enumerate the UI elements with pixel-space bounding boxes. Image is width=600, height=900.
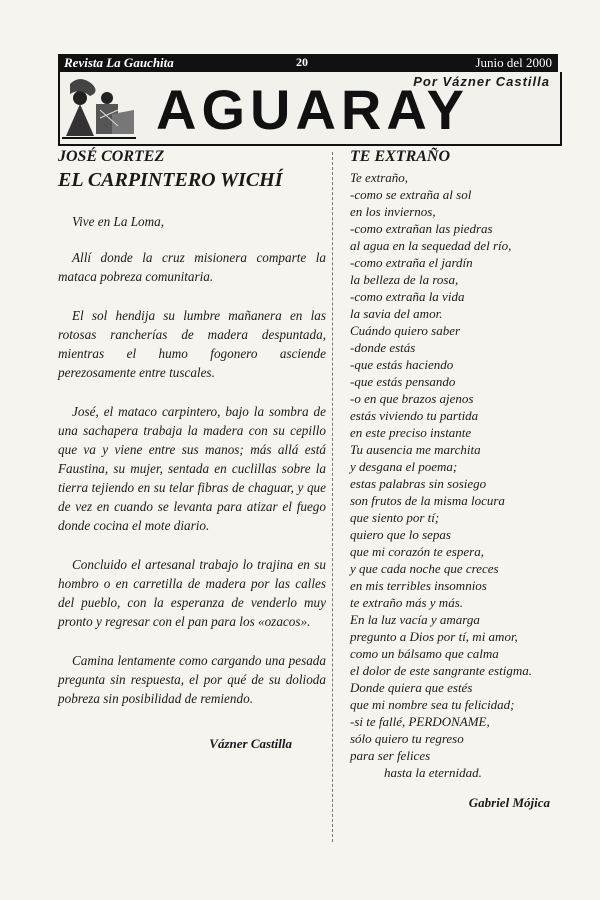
poem-line: la savia del amor.: [350, 306, 443, 321]
article-paragraph: Allí donde la cruz misionera comparte la mataca pobreza comunitaria.: [58, 250, 326, 284]
article-paragraph: José, el mataco carpintero, bajo la sombra de una sachapera trabaja la madera con su cepillo que va y viene entre sus manos; más allá está Faustina, su mujer, sentada en cuclillas sobre la tierra tejiendo en su telar fibras de chaguar, y que de vez en cuando se levanta para atizar el fuego donde cocina el mote diario.: [58, 404, 326, 533]
issue-date: Junio del 2000: [475, 55, 552, 70]
poem-line: En la luz vacía y amarga: [350, 612, 480, 627]
poem-line: sólo quiero tu regreso: [350, 731, 464, 746]
poem-line: Cuándo quiero saber: [350, 323, 461, 338]
poem-line: -como extraña el jardín: [350, 255, 473, 270]
poem-line: -si te fallé, PERDONAME,: [350, 714, 490, 729]
poem-line: -como extraña la vida: [350, 289, 465, 304]
masthead-byline: Por Vázner Castilla: [413, 74, 550, 89]
article-author: JOSÉ CORTEZ: [58, 148, 165, 165]
poem-line: que mi nombre sea tu felicidad;: [350, 697, 515, 712]
article-signature: Vázner Castilla: [209, 736, 292, 751]
poem-line: -o en que brazos ajenos: [350, 391, 474, 406]
poem-line: que siento por tí;: [350, 510, 440, 525]
poem-line: para ser felices: [350, 748, 431, 763]
poem-signature: Gabriel Mójica: [468, 795, 550, 810]
poem-column: [350, 148, 560, 811]
poem-line: Tu ausencia me marchita: [350, 442, 481, 457]
poem-line: y que cada noche que creces: [350, 561, 499, 576]
article-column: [58, 148, 326, 752]
poem-line: Donde quiera que estés: [350, 680, 473, 695]
article-paragraph: Vive en La Loma,: [72, 214, 165, 229]
poem-body: [350, 169, 560, 781]
poem-line: quiero que lo sepas: [350, 527, 451, 542]
poem-line: estás viviendo tu partida: [350, 408, 479, 423]
header-bar: [58, 54, 558, 72]
poem-line: -como se extraña al sol: [350, 187, 472, 202]
page-number: 20: [296, 55, 308, 69]
poem-line: en este preciso instante: [350, 425, 472, 440]
poem-line: -que estás pensando: [350, 374, 456, 389]
artisan-illustration-icon: [60, 74, 138, 142]
poem-line: hasta la eternidad.: [384, 765, 482, 780]
column-divider: [332, 152, 333, 842]
poem-line: al agua en la sequedad del río,: [350, 238, 512, 253]
poem-line: son frutos de la misma locura: [350, 493, 505, 508]
poem-line: en mis terribles insomnios: [350, 578, 487, 593]
poem-title: TE EXTRAÑO: [350, 148, 451, 165]
poem-line: te extraño más y más.: [350, 595, 464, 610]
poem-line: el dolor de este sangrante estigma.: [350, 663, 532, 678]
article-title: EL CARPINTERO WICHÍ: [58, 169, 283, 191]
article-paragraph: Concluido el artesanal trabajo lo trajina en su hombro o en carretilla de madera por las calles del pueblo, con la esperanza de venderlo muy pronto y regresar con el pan para los «ozacos».: [58, 557, 326, 629]
poem-line: y desgana el poema;: [350, 459, 458, 474]
masthead: [58, 72, 562, 146]
poem-line: -que estás haciendo: [350, 357, 454, 372]
poem-line: estas palabras sin sosiego: [350, 476, 487, 491]
article-paragraph: Camina lentamente como cargando una pesada pregunta sin respuesta, el por qué de su dolioda pobreza sin posibilidad de remiendo.: [58, 653, 326, 706]
poem-line: -como extrañan las piedras: [350, 221, 493, 236]
publication-name: Revista La Gauchita: [64, 55, 174, 70]
poem-line: pregunto a Dios por tí, mi amor,: [350, 629, 518, 644]
poem-line: -donde estás: [350, 340, 416, 355]
poem-line: como un bálsamo que calma: [350, 646, 499, 661]
poem-line: la belleza de la rosa,: [350, 272, 459, 287]
poem-line: en los inviernos,: [350, 204, 436, 219]
poem-line: que mi corazón te espera,: [350, 544, 484, 559]
masthead-title: AGUARAY: [156, 78, 469, 141]
article-paragraph: El sol hendija su lumbre mañanera en las rotosas rancherías de madera despuntada, mientras el humo fogonero asciende perezosamente entre tuscales.: [58, 308, 326, 380]
poem-line: Te extraño,: [350, 170, 409, 185]
